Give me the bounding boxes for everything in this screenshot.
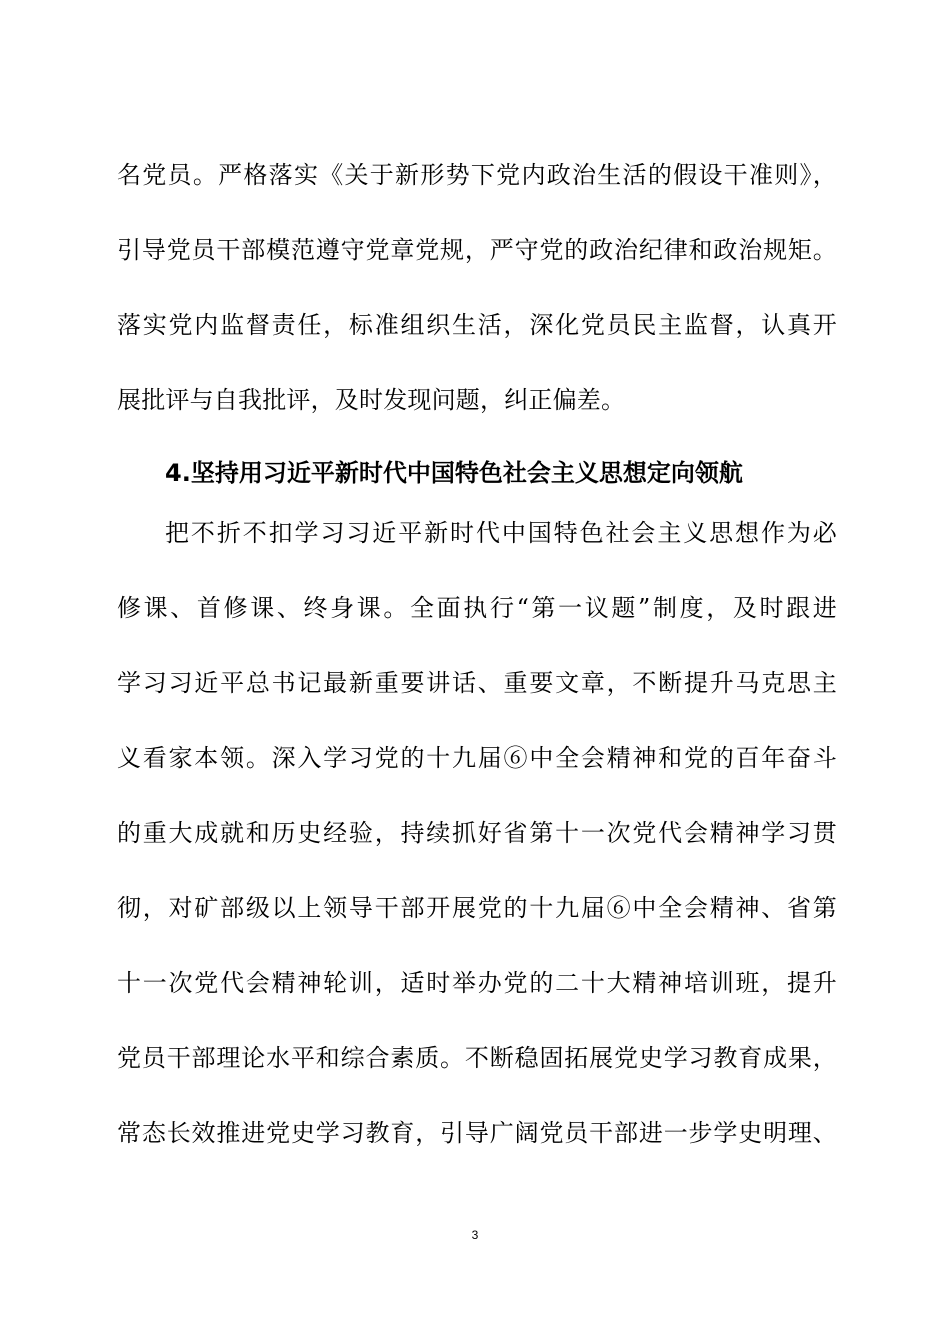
page-number: 3 xyxy=(471,1228,479,1242)
body-text-line: 名党员。严格落实《关于新形势下党内政治生活的假设干准则》， xyxy=(117,161,837,189)
body-text-line: 把不折不扣学习习近平新时代中国特色社会主义思想作为必 xyxy=(165,519,837,547)
body-text-line: 落实党内监督责任，标准组织生活，深化党员民主监督，认真开 xyxy=(117,311,837,339)
body-text-line: 修课、首修课、终身课。全面执行“第一议题”制度，及时跟进 xyxy=(117,594,837,622)
body-text-line: 学习习近平总书记最新重要讲话、重要文章，不断提升马克思主 xyxy=(117,669,837,697)
body-text-line: 党员干部理论水平和综合素质。不断稳固拓展党史学习教育成果， xyxy=(117,1044,837,1072)
body-text-line: 常态长效推进党史学习教育，引导广阔党员干部进一步学史明理、 xyxy=(117,1119,837,1147)
body-text-line: 义看家本领。深入学习党的十九届⑥中全会精神和党的百年奋斗 xyxy=(117,744,837,772)
body-text-line: 展批评与自我批评，及时发现问题，纠正偏差。 xyxy=(117,386,626,414)
body-text-line: 彻，对矿部级以上领导干部开展党的十九届⑥中全会精神、省第 xyxy=(117,894,837,922)
body-text-line: 十一次党代会精神轮训，适时举办党的二十大精神培训班，提升 xyxy=(117,969,837,997)
body-text-line: 引导党员干部模范遵守党章党规，严守党的政治纪律和政治规矩。 xyxy=(117,236,837,264)
section-heading: 4.坚持用习近平新时代中国特色社会主义思想定向领航 xyxy=(165,459,743,487)
body-text-line: 的重大成就和历史经验，持续抓好省第十一次党代会精神学习贯 xyxy=(117,819,837,847)
